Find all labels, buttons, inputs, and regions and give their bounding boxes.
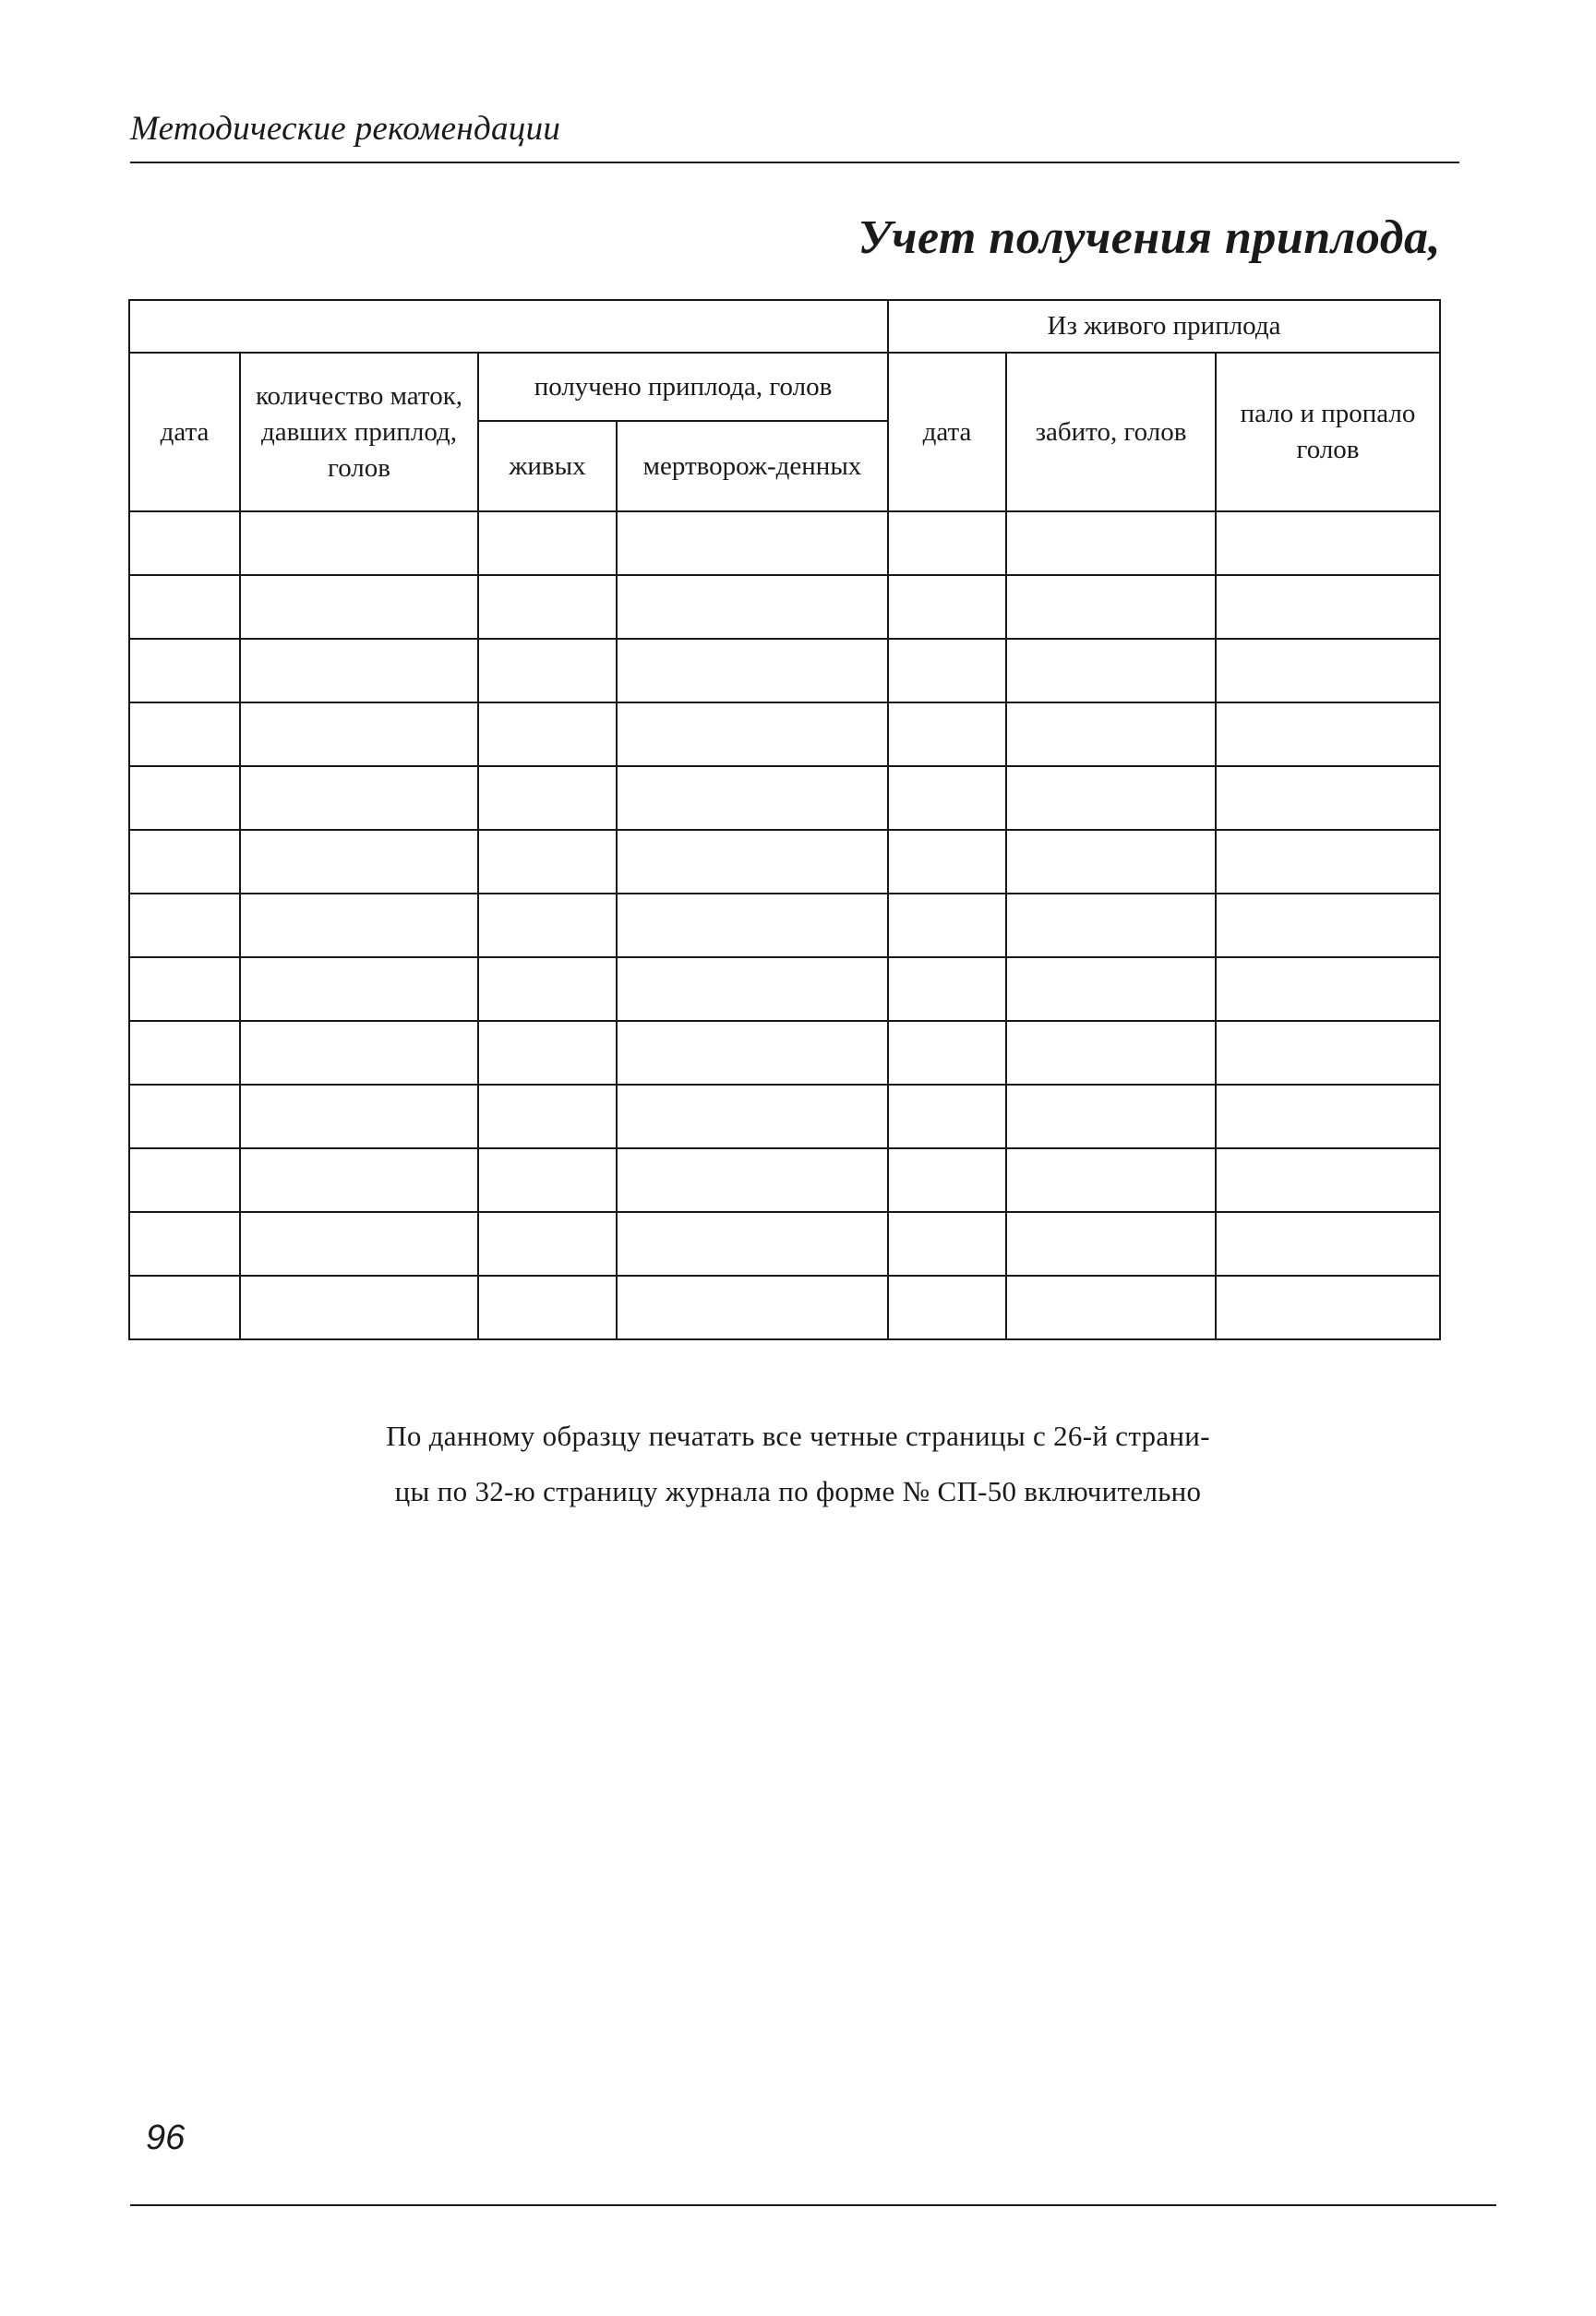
- table-cell: [478, 957, 617, 1021]
- table-cell: [1006, 1212, 1216, 1276]
- table-cell: [240, 1212, 478, 1276]
- table-row: [129, 511, 1440, 575]
- table-cell: [129, 957, 240, 1021]
- table-cell: [1006, 766, 1216, 830]
- table-cell: [1216, 957, 1440, 1021]
- table-row: [129, 957, 1440, 1021]
- table-cell: [1006, 639, 1216, 702]
- table-cell: [129, 639, 240, 702]
- page-number: 96: [146, 2118, 186, 2157]
- table-cell: [1216, 894, 1440, 957]
- table-cell: [888, 702, 1006, 766]
- table-cell: [617, 894, 888, 957]
- header-stillborn: мертворож-денных: [617, 421, 888, 511]
- table-cell: [1006, 894, 1216, 957]
- header-slaughtered: забито, голов: [1006, 353, 1216, 511]
- table-cell: [478, 639, 617, 702]
- table-cell: [240, 1021, 478, 1085]
- table-cell: [129, 1212, 240, 1276]
- table-cell: [888, 511, 1006, 575]
- table-cell: [129, 511, 240, 575]
- table-cell: [888, 1085, 1006, 1148]
- table-cell: [478, 894, 617, 957]
- table-cell: [617, 702, 888, 766]
- table-cell: [478, 766, 617, 830]
- table-cell: [129, 894, 240, 957]
- table-cell: [1216, 1212, 1440, 1276]
- table-cell: [617, 1021, 888, 1085]
- table-cell: [240, 1276, 478, 1339]
- table-cell: [617, 830, 888, 894]
- table-cell: [617, 1276, 888, 1339]
- table-cell: [617, 575, 888, 639]
- note-line-2: цы по 32-ю страницу журнала по форме № СП-50 включительно: [394, 1475, 1202, 1507]
- table-cell: [888, 575, 1006, 639]
- table-row: [129, 639, 1440, 702]
- table-cell: [888, 639, 1006, 702]
- table-cell: [1216, 1021, 1440, 1085]
- table-row: [129, 1021, 1440, 1085]
- table-cell: [129, 830, 240, 894]
- table-cell: [1216, 1148, 1440, 1212]
- table-cell: [617, 1212, 888, 1276]
- footer-rule: [130, 2204, 1496, 2206]
- table-row: [129, 894, 1440, 957]
- table-cell: [1216, 766, 1440, 830]
- table-cell: [1006, 957, 1216, 1021]
- table-cell: [240, 957, 478, 1021]
- table-cell: [478, 1021, 617, 1085]
- table-row: [129, 1148, 1440, 1212]
- table-row: [129, 830, 1440, 894]
- table-cell: [1006, 1148, 1216, 1212]
- table-row: [129, 1212, 1440, 1276]
- note-line-1: По данному образцу печатать все четные страницы с 26-й страни-: [386, 1420, 1210, 1452]
- table-cell: [1006, 511, 1216, 575]
- table-cell: [129, 702, 240, 766]
- table-cell: [129, 1085, 240, 1148]
- table-cell: [1216, 1085, 1440, 1148]
- table-cell: [240, 575, 478, 639]
- header-fallen-lost: пало и пропало голов: [1216, 353, 1440, 511]
- table-cell: [1216, 639, 1440, 702]
- table-cell: [888, 830, 1006, 894]
- table-cell: [478, 830, 617, 894]
- table-cell: [1216, 575, 1440, 639]
- table-row: [129, 766, 1440, 830]
- table-cell: [129, 1021, 240, 1085]
- table-cell: [1216, 511, 1440, 575]
- table-cell: [617, 639, 888, 702]
- offspring-record-table: [128, 299, 1441, 1340]
- table-cell: [888, 957, 1006, 1021]
- table-row: [129, 1085, 1440, 1148]
- table-cell: [1216, 1276, 1440, 1339]
- header-date: дата: [129, 353, 240, 511]
- table-cell: [478, 511, 617, 575]
- table-cell: [1006, 1021, 1216, 1085]
- table-cell: [1006, 702, 1216, 766]
- table-cell: [617, 1085, 888, 1148]
- table-cell: [1006, 830, 1216, 894]
- table-cell: [240, 1148, 478, 1212]
- header-date-2: дата: [888, 353, 1006, 511]
- table-cell: [478, 1085, 617, 1148]
- table-cell: [617, 1148, 888, 1212]
- header-live-offspring-group: Из живого приплода: [888, 300, 1440, 353]
- table-cell: [478, 1212, 617, 1276]
- table-cell: [888, 1212, 1006, 1276]
- header-blank-cell: [129, 300, 888, 353]
- table-row: [129, 575, 1440, 639]
- table-cell: [888, 1021, 1006, 1085]
- header-live: живых: [478, 421, 617, 511]
- table-cell: [129, 1276, 240, 1339]
- table-cell: [240, 639, 478, 702]
- table-cell: [240, 511, 478, 575]
- table-cell: [240, 702, 478, 766]
- header-sows-count: количество маток, давших приплод, голов: [240, 353, 478, 511]
- running-head: Методические рекомендации: [130, 110, 561, 148]
- table-row: [129, 702, 1440, 766]
- table-cell: [478, 575, 617, 639]
- table-cell: [478, 702, 617, 766]
- table-cell: [617, 511, 888, 575]
- table-cell: [1216, 830, 1440, 894]
- table-cell: [478, 1148, 617, 1212]
- table-cell: [1006, 1276, 1216, 1339]
- table-cell: [240, 1085, 478, 1148]
- table-cell: [1006, 1085, 1216, 1148]
- table-cell: [888, 1148, 1006, 1212]
- table-cell: [888, 766, 1006, 830]
- header-received-offspring-group: получено приплода, голов: [478, 353, 888, 421]
- page-title: Учет получения приплода,: [858, 211, 1441, 264]
- table-cell: [617, 766, 888, 830]
- table-cell: [478, 1276, 617, 1339]
- header-rule: [130, 162, 1459, 163]
- table-cell: [129, 766, 240, 830]
- table-cell: [240, 766, 478, 830]
- table-cell: [129, 575, 240, 639]
- table-row: [129, 1276, 1440, 1339]
- table-cell: [888, 894, 1006, 957]
- table-cell: [240, 830, 478, 894]
- table-cell: [617, 957, 888, 1021]
- table-cell: [240, 894, 478, 957]
- table-cell: [129, 1148, 240, 1212]
- table-cell: [888, 1276, 1006, 1339]
- table-cell: [1006, 575, 1216, 639]
- table-cell: [1216, 702, 1440, 766]
